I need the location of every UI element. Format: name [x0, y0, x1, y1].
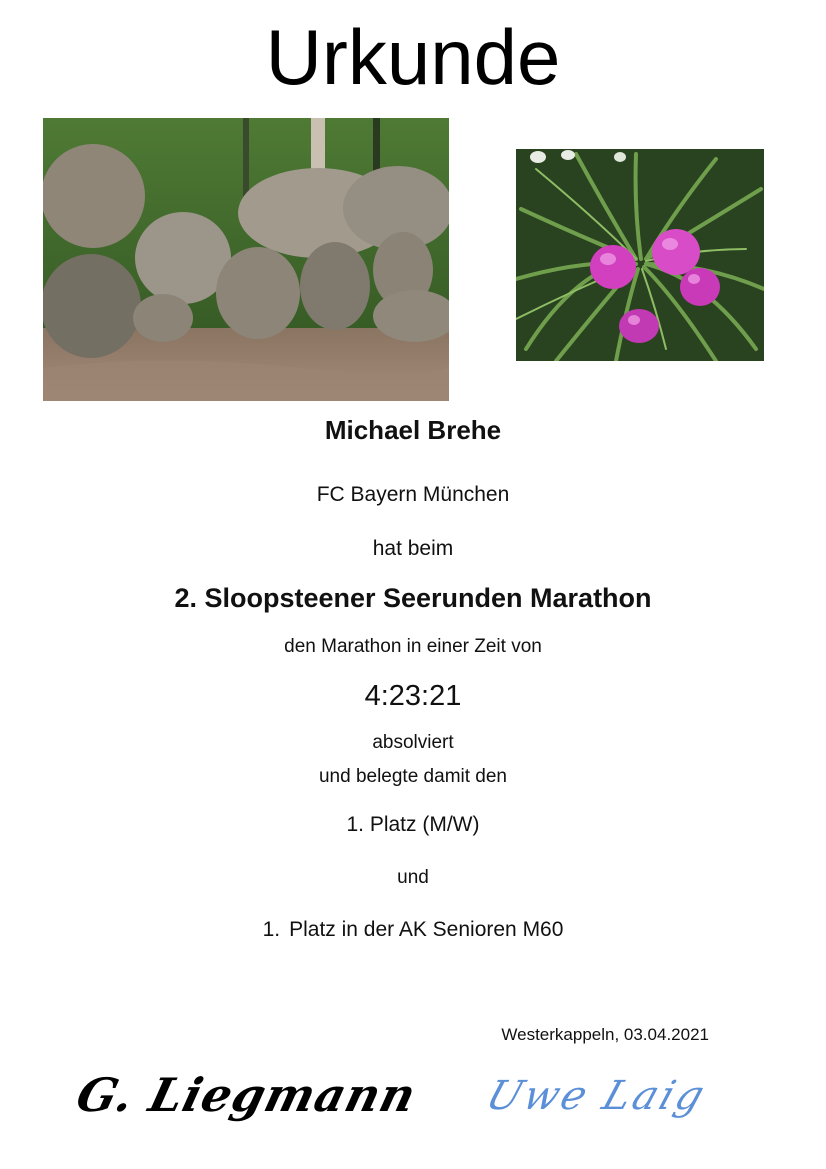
signature-left: G. Liegmann: [71, 1068, 423, 1122]
place-overall: 1. Platz (M/W): [346, 813, 480, 836]
text-intro: den Marathon in einer Zeit von: [284, 636, 542, 657]
participant-club: FC Bayern München: [316, 483, 510, 506]
place-age-class-text: Platz in der AK Senioren M60: [289, 918, 564, 941]
place-age-class: [0, 918, 826, 942]
signature-right: Uwe Laig: [480, 1073, 713, 1119]
easter-eggs-photo: [516, 149, 764, 361]
finish-time: 4:23:21: [364, 680, 462, 712]
participant-name: Michael Brehe: [324, 415, 502, 445]
location-date: Westerkappeln, 03.04.2021: [501, 1025, 709, 1044]
text-absolviert: absolviert: [372, 732, 454, 753]
stones-photo: [43, 118, 449, 401]
text-und: und: [397, 867, 429, 888]
text-belegte: und belegte damit den: [318, 766, 508, 787]
certificate-title: Urkunde: [265, 13, 561, 101]
event-name: 2. Sloopsteener Seerunden Marathon: [174, 583, 652, 613]
text-hat-beim: hat beim: [372, 537, 454, 560]
place-age-class-number: 1.: [262, 918, 281, 941]
